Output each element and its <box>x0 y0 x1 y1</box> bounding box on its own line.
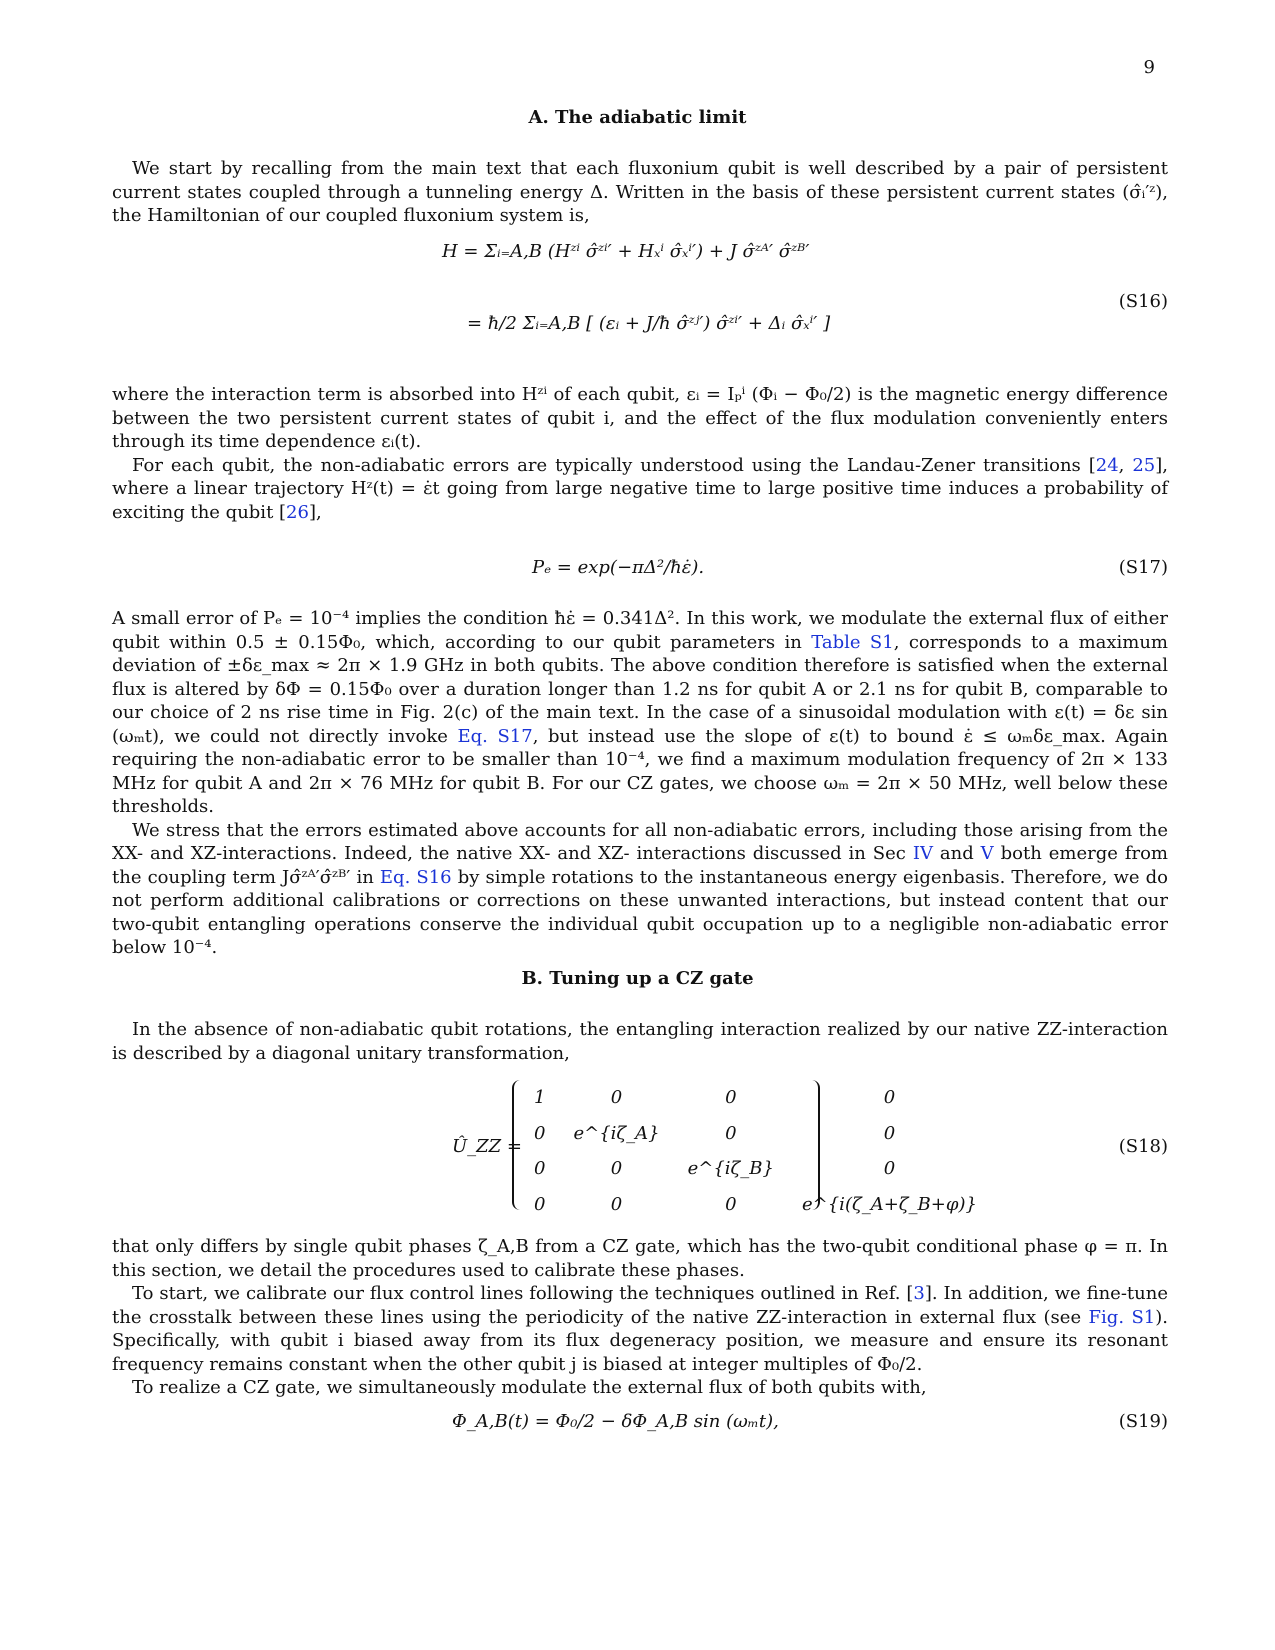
p4-c: , but instead use the slope of ε(t) to bound ε̇ ≤ ωₘδε_max. Again requiring the non-adiabatic error to be smaller than 10⁻⁴, we find a maximum modulation frequency of 2π × 133 MHz for qubit A and 2π × 76 MHz for qubit B. For our CZ gates, we choose ωₘ = 2π × 50 MHz, well below these thresholds. <box>112 725 1168 817</box>
equation-s16 <box>112 240 1168 370</box>
section-a-p5-text <box>112 819 1168 960</box>
p3-sep: , <box>1118 454 1133 476</box>
page-number: 9 <box>1143 57 1155 78</box>
section-b-paragraph-2 <box>112 1235 1168 1400</box>
matrix-cell: e^{iζ_B} <box>687 1158 774 1179</box>
unitary-matrix <box>520 1080 991 1222</box>
matrix-cell: 1 <box>534 1087 546 1108</box>
section-b-heading: B. Tuning up a CZ gate <box>521 968 754 989</box>
matrix-cell: 0 <box>610 1193 623 1215</box>
ref-24[interactable]: 24 <box>1095 454 1119 476</box>
equation-s18-label: (S18) <box>1118 1136 1168 1157</box>
matrix-cell: 0 <box>610 1087 623 1108</box>
matrix-row <box>520 1187 991 1223</box>
equation-s16-line-1: H = Σᵢ₌A,B (Hᶻⁱ σ̂ᶻⁱ′ + Hₓⁱ σ̂ₓⁱ′) + J σ̂ᶻᴬ′ σ̂ᶻᴮ′ <box>442 241 810 262</box>
p5-b: both emerge from the coupling term Jσ̂ᶻᴬ′σ̂ᶻᴮ′ in <box>112 843 1168 888</box>
ref-table-s1[interactable]: Table S1 <box>811 631 894 653</box>
equation-s18-lhs: Û_ZZ = <box>452 1136 522 1157</box>
section-b-p4-text: To realize a CZ gate, we simultaneously modulate the external flux of both qubits with, <box>132 1377 927 1398</box>
p5-a: We stress that the errors estimated above accounts for all non-adiabatic errors, including those arising from the XX- and XZ-interactions. Indeed, the native XX- and XZ- interactions discussed in Sec <box>112 819 1168 864</box>
p3-pre: For each qubit, the non-adiabatic errors are typically understood using the Landau-Zener transitions [ <box>132 454 1096 476</box>
p5-c: by simple rotations to the instantaneous energy eigenbasis. Therefore, we do not perform additional calibrations or corrections on these unwanted interactions, but instead content that our two-qubit entangling operations conserve the individual qubit occupation up to a negligible non-adiabatic error below 10⁻⁴. <box>112 866 1168 958</box>
equation-s17 <box>112 548 1168 588</box>
ref-sec-iv[interactable]: IV <box>912 843 933 864</box>
matrix-row <box>520 1116 991 1152</box>
matrix-cell: 0 <box>534 1193 546 1215</box>
equation-s19 <box>112 1410 1168 1440</box>
matrix-cell: e^{i(ζ_A+ζ_B+φ)} <box>802 1193 977 1215</box>
equation-s17-label: (S17) <box>1118 557 1168 578</box>
section-a-paragraph-4 <box>112 607 1168 960</box>
section-b-p3-text <box>112 1282 1168 1376</box>
section-a-p4-text <box>112 607 1168 819</box>
equation-s16-line-2: = ħ/2 Σᵢ₌A,B [ (εᵢ + J/ħ σ̂ᶻʲ′) σ̂ᶻⁱ′ + Δᵢ σ̂ₓⁱ′ ] <box>467 313 831 334</box>
matrix-left-paren <box>512 1080 520 1210</box>
matrix-cell: 0 <box>725 1122 737 1144</box>
matrix-cell: 0 <box>725 1087 737 1108</box>
ref-sec-v[interactable]: V <box>980 843 994 864</box>
matrix-row <box>520 1080 991 1116</box>
section-b-p1-text: In the absence of non-adiabatic qubit rotations, the entangling interaction realized by our native ZZ-interaction is described by a diagonal unitary transformation, <box>112 1019 1168 1064</box>
equation-s17-body: Pₑ = exp(−πΔ²/ħε̇). <box>532 557 705 578</box>
p4-b: , corresponds to a maximum deviation of ±δε_max ≈ 2π × 1.9 GHz in both qubits. The above condition therefore is satisfied when the external flux is altered by δΦ = 0.15Φ₀ over a duration longer than 1.2 ns for qubit A or 2.1 ns for qubit B, comparable to our choice of 2 ns rise time in Fig. 2(c) of the main text. In the case of a sinusoidal modulation with ε(t) = δε sin (ωₘt), we could not directly invoke <box>112 631 1169 747</box>
ref-eq-s16[interactable]: Eq. S16 <box>379 866 452 888</box>
section-a-p2-text: where the interaction term is absorbed into Hᶻⁱ of each qubit, εᵢ = Iₚⁱ (Φᵢ − Φ₀/2) is the magnetic energy difference between the two persistent current states of qubit i, and the effect of the flux modulation conveniently enters through its time dependence εᵢ(t). <box>112 384 1168 452</box>
equation-s19-body: Φ_A,B(t) = Φ₀/2 − δΦ_A,B sin (ωₘt), <box>452 1411 779 1432</box>
ref-fig-s1[interactable]: Fig. S1 <box>1088 1306 1156 1328</box>
p3-mid: ], where a linear trajectory Hᶻ(t) = ε̇t going from large negative time to large positive time induces a probability of exciting the qubit [ <box>112 454 1168 523</box>
p3-end: ], <box>308 501 322 523</box>
ref-3[interactable]: 3 <box>913 1283 925 1304</box>
equation-s19-label: (S19) <box>1118 1411 1168 1432</box>
matrix-cell: 0 <box>534 1158 546 1179</box>
matrix-cell: e^{iζ_A} <box>573 1122 660 1144</box>
ref-eq-s17[interactable]: Eq. S17 <box>457 725 533 747</box>
p4-a: A small error of Pₑ = 10⁻⁴ implies the condition ħε̇ = 0.341Δ². In this work, we modulate the external flux of either qubit within 0.5 ± 0.15Φ₀, which, according to our qubit parameters in <box>112 608 1168 653</box>
section-a-heading: A. The adiabatic limit <box>528 107 747 128</box>
matrix-cell: 0 <box>883 1122 896 1144</box>
section-b-p2-text: that only differs by single qubit phases ζ_A,B from a CZ gate, which has the two-qubit conditional phase φ = π. In this section, we detail the procedures used to calibrate these phases. <box>112 1236 1168 1281</box>
b-p3-a: To start, we calibrate our flux control lines following the techniques outlined in Ref. [ <box>132 1283 914 1304</box>
matrix-cell: 0 <box>610 1158 623 1179</box>
matrix-cell: 0 <box>883 1158 896 1179</box>
ref-26[interactable]: 26 <box>286 501 309 523</box>
ref-25[interactable]: 25 <box>1132 454 1156 476</box>
matrix-right-paren <box>812 1080 820 1210</box>
matrix-cell: 0 <box>883 1087 896 1108</box>
p5-and: and <box>932 843 981 864</box>
section-b-paragraph-1 <box>112 1018 1168 1065</box>
matrix-table <box>520 1080 991 1222</box>
section-a-p1-text: We start by recalling from the main text that each fluxonium qubit is well described by a pair of persistent current states coupled through a tunneling energy Δ. Written in the basis of these persistent current states (σ̂ᵢ′ᶻ), the Hamiltonian of our coupled fluxonium system is, <box>112 158 1168 226</box>
section-a-p3-text <box>112 454 1168 525</box>
matrix-cell: 0 <box>534 1122 546 1144</box>
equation-s18-matrix <box>520 1080 991 1222</box>
b-p3-c: ). Specifically, with qubit i biased away from its flux degeneracy position, we measure and ensure its resonant frequency remains constant when the other qubit j is biased at integer multiples of Φ₀/2. <box>112 1306 1169 1375</box>
section-a-paragraph-2 <box>112 383 1168 524</box>
matrix-cell: 0 <box>725 1193 737 1215</box>
equation-s18 <box>112 1080 1168 1230</box>
equation-s16-label: (S16) <box>1118 291 1168 312</box>
matrix-row <box>520 1151 991 1187</box>
b-p3-b: ]. In addition, we fine-tune the crosstalk between these lines using the periodicity of the native ZZ-interaction in external flux (see <box>112 1283 1168 1328</box>
section-a-paragraph-1 <box>112 157 1168 228</box>
